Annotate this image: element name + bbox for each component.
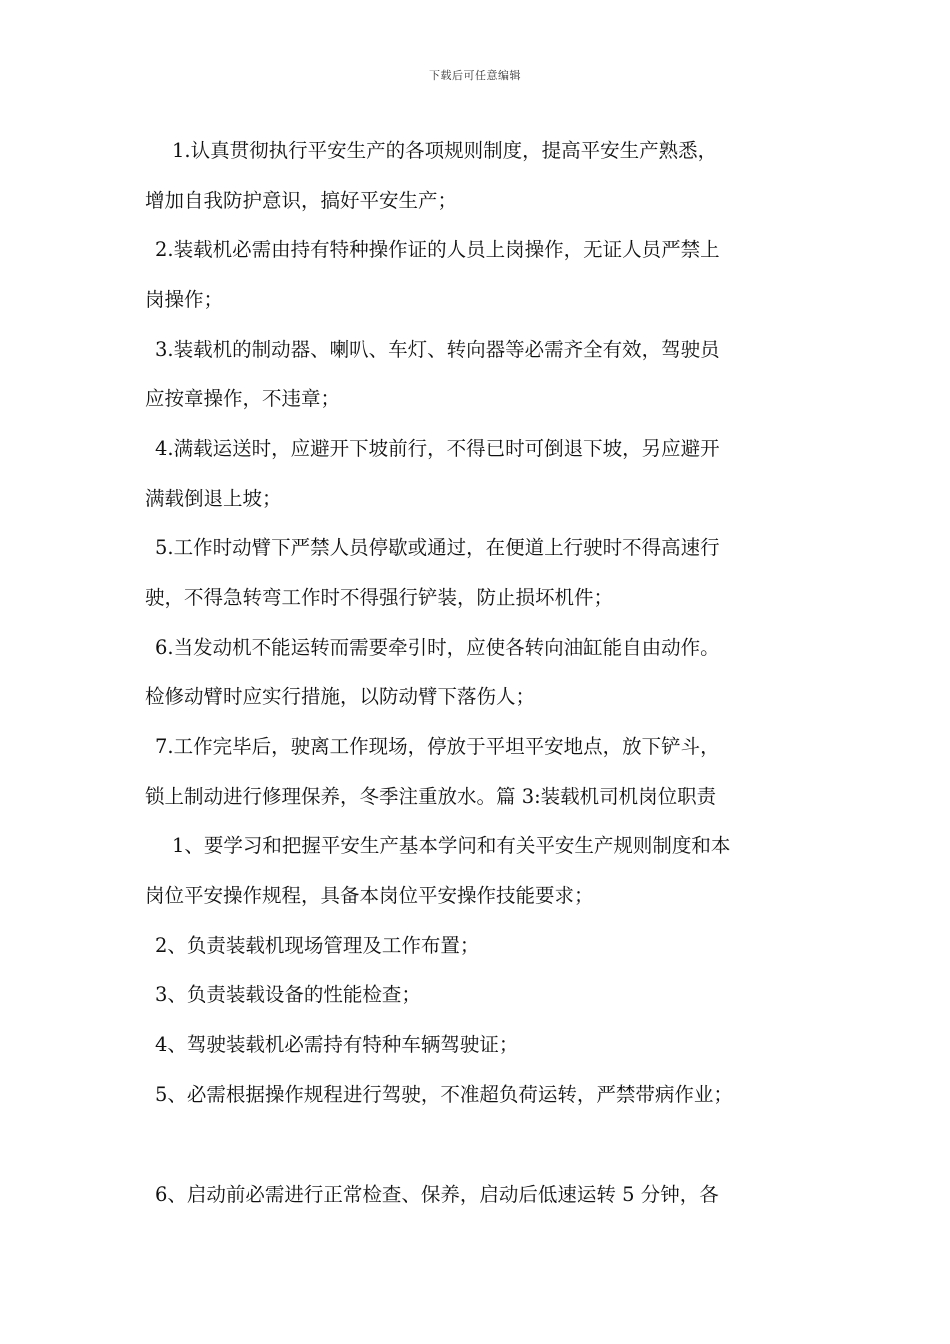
- paragraph-line-10: 驶，不得急转弯工作时不得强行铲装，防止损坏机件；: [145, 586, 614, 609]
- paragraph-line-20: 5、必需根据操作规程进行驾驶，不准超负荷运转，严禁带病作业；: [155, 1083, 733, 1106]
- paragraph-line-19: 4、驾驶装载机必需持有特种车辆驾驶证；: [155, 1033, 519, 1056]
- paragraph-line-14: 锁上制动进行修理保养，冬季注重放水。篇 3:装载机司机岗位职责: [145, 785, 717, 808]
- paragraph-line-13: 7.工作完毕后，驶离工作现场，停放于平坦平安地点，放下铲斗，: [155, 735, 720, 758]
- paragraph-line-4: 岗操作；: [145, 288, 224, 311]
- paragraph-line-18: 3、负责装载设备的性能检查；: [155, 983, 421, 1006]
- paragraph-line-15: 1、要学习和把握平安生产基本学问和有关平安生产规则制度和本: [172, 834, 731, 857]
- paragraph-line-9: 5.工作时动臂下严禁人员停歇或通过，在便道上行驶时不得高速行: [155, 536, 720, 559]
- paragraph-line-8: 满载倒退上坡；: [145, 487, 282, 510]
- page-header: 下载后可任意编辑: [429, 69, 521, 82]
- paragraph-line-3: 2.装载机必需由持有特种操作证的人员上岗操作，无证人员严禁上: [155, 238, 720, 261]
- paragraph-line-5: 3.装载机的制动器、喇叭、车灯、转向器等必需齐全有效，驾驶员: [155, 338, 720, 361]
- paragraph-line-7: 4.满载运送时，应避开下坡前行，不得已时可倒退下坡，另应避开: [155, 437, 720, 460]
- paragraph-line-6: 应按章操作，不违章；: [145, 387, 341, 410]
- paragraph-line-21: 6、启动前必需进行正常检查、保养，启动后低速运转 5 分钟，各: [155, 1183, 719, 1206]
- paragraph-line-1: 1.认真贯彻执行平安生产的各项规则制度，提高平安生产熟悉，: [172, 139, 718, 162]
- paragraph-line-2: 增加自我防护意识，搞好平安生产；: [145, 189, 458, 212]
- paragraph-line-16: 岗位平安操作规程，具备本岗位平安操作技能要求；: [145, 884, 594, 907]
- paragraph-line-12: 检修动臂时应实行措施，以防动臂下落伤人；: [145, 685, 536, 708]
- paragraph-line-11: 6.当发动机不能运转而需要牵引时，应使各转向油缸能自由动作。: [155, 636, 720, 659]
- paragraph-line-17: 2、负责装载机现场管理及工作布置；: [155, 934, 480, 957]
